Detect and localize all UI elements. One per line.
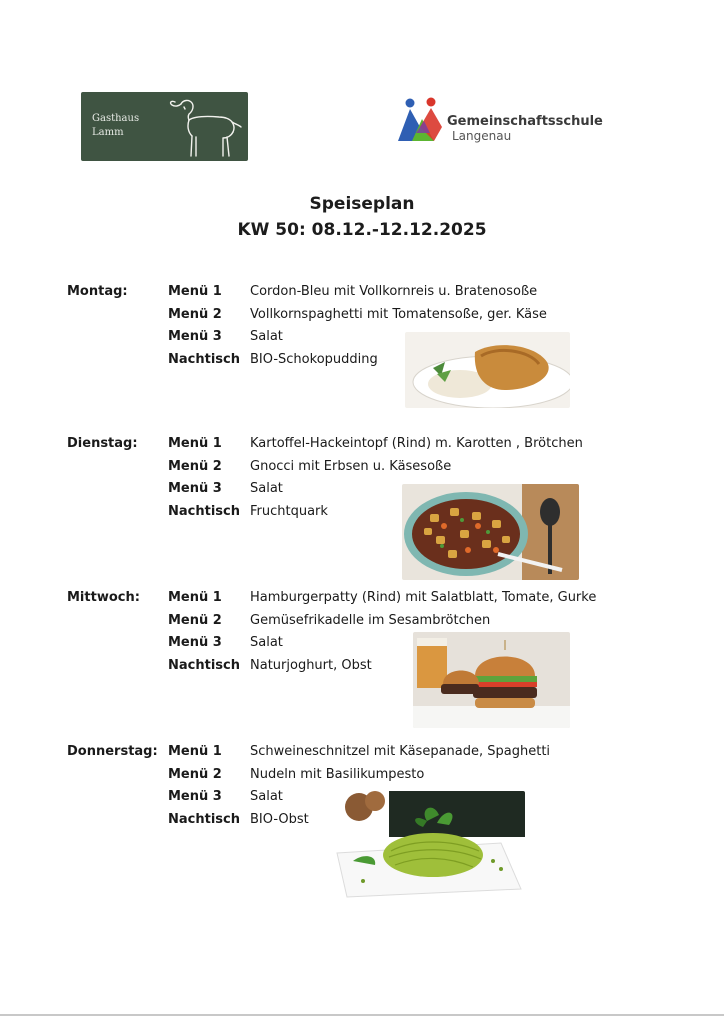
gemeinschaftsschule-logo xyxy=(394,97,624,147)
week-subtitle: KW 50: 08.12.-12.12.2025 xyxy=(237,220,487,240)
menu-label: Menü 3 xyxy=(168,789,222,804)
school-people-icon xyxy=(394,97,446,145)
menu-dish: Gnocci mit Erbsen u. Käsesoße xyxy=(250,458,452,474)
gasthaus-lamm-logo xyxy=(81,92,248,161)
menu-label: Menü 3 xyxy=(168,481,222,496)
menu-label: Menü 1 xyxy=(168,436,222,451)
menu-label: Menü 2 xyxy=(168,766,222,782)
menu-dish: Naturjoghurt, Obst xyxy=(250,657,372,673)
stew-photo xyxy=(402,484,579,580)
menu-label: Nachtisch xyxy=(168,503,240,519)
menu-label: Menü 3 xyxy=(168,329,222,344)
menu-label: Menü 2 xyxy=(168,612,222,628)
menu-dish: Salat xyxy=(250,789,283,804)
page-title: Speiseplan xyxy=(309,194,415,214)
pesto-pasta-photo xyxy=(333,791,525,899)
menu-label: Menü 1 xyxy=(168,744,222,759)
menu-dish: Fruchtquark xyxy=(250,503,328,519)
menu-dish: Nudeln mit Basilikumpesto xyxy=(250,766,425,782)
day-name: Mittwoch: xyxy=(67,590,140,605)
menu-dish: Salat xyxy=(250,635,283,650)
day-name: Donnerstag: xyxy=(67,744,158,759)
menu-label: Menü 1 xyxy=(168,590,222,605)
day-name: Montag: xyxy=(67,284,128,299)
lamm-logo-line2: Lamm xyxy=(92,127,124,138)
menu-label: Menü 1 xyxy=(168,284,222,299)
menu-label: Menü 2 xyxy=(168,306,222,322)
menu-label: Nachtisch xyxy=(168,657,240,673)
day-name: Dienstag: xyxy=(67,436,138,451)
scan-page-edge xyxy=(0,1014,724,1016)
menu-dish: Kartoffel-Hackeintopf (Rind) m. Karotten , Brötchen xyxy=(250,436,583,451)
menu-label: Menü 3 xyxy=(168,635,222,650)
cordon-bleu-photo xyxy=(405,332,570,408)
school-logo-place: Langenau xyxy=(452,129,512,143)
menu-dish: Cordon-Bleu mit Vollkornreis u. Bratenosoße xyxy=(250,284,538,299)
burger-photo xyxy=(413,632,570,728)
menu-dish: Salat xyxy=(250,329,283,344)
menu-dish: Salat xyxy=(250,481,283,496)
menu-dish: Vollkornspaghetti mit Tomatensoße, ger. Käse xyxy=(250,306,547,322)
menu-dish: BIO-Obst xyxy=(250,811,309,827)
lamm-logo-line1: Gasthaus xyxy=(92,113,140,124)
lamm-logo-text xyxy=(92,112,139,140)
menu-label: Nachtisch xyxy=(168,811,240,827)
school-logo-name: Gemeinschaftsschule xyxy=(447,114,603,129)
menu-dish: Schweineschnitzel mit Käsepanade, Spaghetti xyxy=(250,744,551,759)
menu-dish: Hamburgerpatty (Rind) mit Salatblatt, Tomate, Gurke xyxy=(250,590,597,605)
menu-dish: Gemüsefrikadelle im Sesambrötchen xyxy=(250,612,491,628)
lamb-icon xyxy=(167,94,245,160)
menu-label: Menü 2 xyxy=(168,458,222,474)
menu-dish: BIO-Schokopudding xyxy=(250,351,378,367)
menu-label: Nachtisch xyxy=(168,351,240,367)
